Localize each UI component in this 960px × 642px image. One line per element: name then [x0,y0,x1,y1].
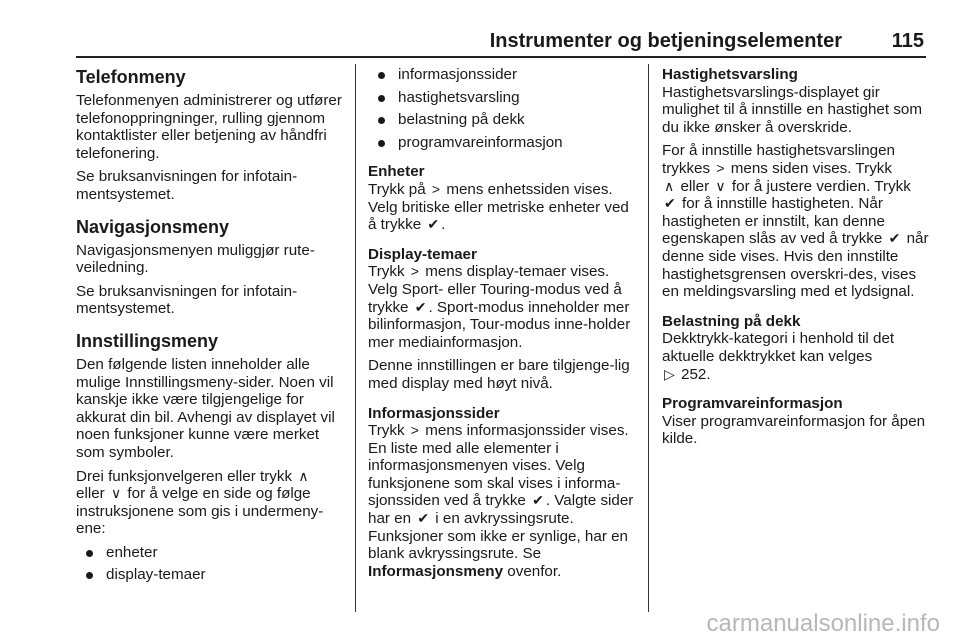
page-title: Instrumenter og betjeningselementer [489,30,842,52]
page-reference-icon: ▷ [664,365,675,382]
heading-innstillingsmeny: Innstillingsmeny [76,330,219,351]
heading-display-temaer: Display-temaer [368,245,477,263]
up-chevron-icon: ∧ [664,177,675,194]
header-rule [76,56,926,58]
paragraph: Den følgende listen inneholder alle mulige Innstillingsmeny-sider. Noen vil kanskje ikke være tilgjengelige for akkurat din bil. Avhengi av displayet vil noen funksjoner kunne være merket som symboler. [76,355,335,461]
heading-telefonmeny: Telefonmeny [76,67,186,87]
paragraph [368,422,636,580]
heading-navigasjonsmeny: Navigasjonsmeny [76,216,230,237]
right-chevron-icon: > [410,263,419,280]
text: Trykk på [368,180,426,198]
text: mens display-temaer vises. Velg Sport- eller Touring-modus ved å trykke [368,263,622,316]
paragraph: Denne innstillingen er bare tilgjenge-lig med display med høyt nivå. [368,357,630,392]
right-chevron-icon: > [431,180,441,197]
text: for å velge en side og følge instruksjonene som gis i undermeny-ene: [76,485,324,538]
up-chevron-icon: ∧ [298,467,309,484]
down-chevron-icon: ∨ [715,177,726,194]
paragraph: Se bruksanvisningen for infotain-mentsystemet. [76,282,298,318]
column-2 [368,60,636,586]
checkmark-icon: ✔ [414,298,427,315]
text: Dekktrykk-kategori i henhold til det aktuelle dekktrykket kan velges [662,330,895,365]
checkmark-icon: ✔ [532,492,544,509]
column-3 [662,60,930,454]
watermark: carmanualsonline.info [706,610,940,637]
right-chevron-icon: > [410,422,419,439]
text: i en avkryssingsrute. Funksjoner som ikke er synlige, har en blank avkryssingsrute. Se [368,510,628,563]
paragraph: Trykk på > mens enhetssiden vises. Velg britiske eller metriske enheter ved å trykke ✔ . [368,180,629,234]
paragraph: Se bruksanvisningen for infotain-mentsystemet. [76,168,298,203]
list [368,66,636,151]
text: Drei funksjonvelgeren eller trykk [76,467,293,485]
column-divider-2 [648,64,649,612]
paragraph: Navigasjonsmenyen muliggjør rute-veiledning. [76,241,315,277]
column-1 [76,60,344,590]
paragraph [662,330,930,383]
checkmark-icon: ✔ [888,230,901,247]
text: mens enhetssiden vises. Velg britiske eller metriske enheter ved å trykke [368,180,629,234]
text: eller [76,485,105,503]
text: For å innstille hastighetsvarslingen trykkes [662,142,895,177]
reference-link[interactable]: Informasjonsmeny [368,562,504,580]
down-chevron-icon: ∨ [110,485,122,502]
page-reference[interactable]: 252. [681,365,711,383]
heading-belastning-pa-dekk: Belastning på dekk [662,312,801,330]
right-chevron-icon: > [716,159,725,176]
paragraph [368,263,636,351]
heading-hastighetsvarsling: Hastighetsvarsling [662,66,798,83]
text: mens siden vises. Trykk [730,159,892,177]
checkmark-icon: ✔ [664,195,676,212]
list-item: display-temaer [76,566,344,584]
list-item: enheter [76,544,344,562]
heading-programvareinformasjon: Programvareinformasjon [662,395,843,413]
heading-informasjonssider: Informasjonssider [368,404,500,422]
paragraph [662,142,930,300]
text: ovenfor. [507,562,562,580]
checkmark-icon: ✔ [427,216,440,233]
list-item: belastning på dekk [368,111,636,129]
list-item: informasjonssider [368,66,636,84]
page-number: 115 [891,30,924,52]
paragraph: Telefonmenyen administrerer og utfører telefonoppringninger, rulling gjennom kontaktlister eller betjening av håndfri telefonering. [76,92,342,162]
text: eller [680,177,710,195]
paragraph: Hastighetsvarslings-displayet gir mulighet til å innstille en hastighet som du ikke ønsker å overskride. [662,83,923,136]
text: Trykk [368,422,405,440]
heading-enheter: Enheter [368,163,425,181]
checkmark-icon: ✔ [417,510,430,527]
text: for å innstille hastigheten. Når hastigheten er innstilt, kan denne egenskapen slås av ved å trykke [662,195,885,248]
column-divider-1 [355,64,356,612]
list-item: hastighetsvarsling [368,89,636,107]
text: Trykk [368,263,405,281]
paragraph: Viser programvareinformasjon for åpen kilde. [662,412,926,448]
text: . Valgte sider har en [368,492,634,528]
text: for å justere verdien. Trykk [731,177,911,195]
list [76,544,344,584]
paragraph [76,468,344,538]
text: . Sport-modus inneholder mer bilinformasjon, Tour-modus inne-holder mer mediainformasjon. [368,298,631,351]
text: når denne side vises. Hvis den innstilte hastighetsgrensen overskri-des, vises en meldingsvarsling med et lydsignal. [662,230,929,301]
text: mens informasjonssider vises. En liste med alle elementer i informasjonsmenyen vises. Velg funksjonene som skal vises i informa-sjonssiden ved å trykke [368,422,629,510]
page-header [0,0,960,60]
list-item: programvareinformasjon [368,134,636,152]
